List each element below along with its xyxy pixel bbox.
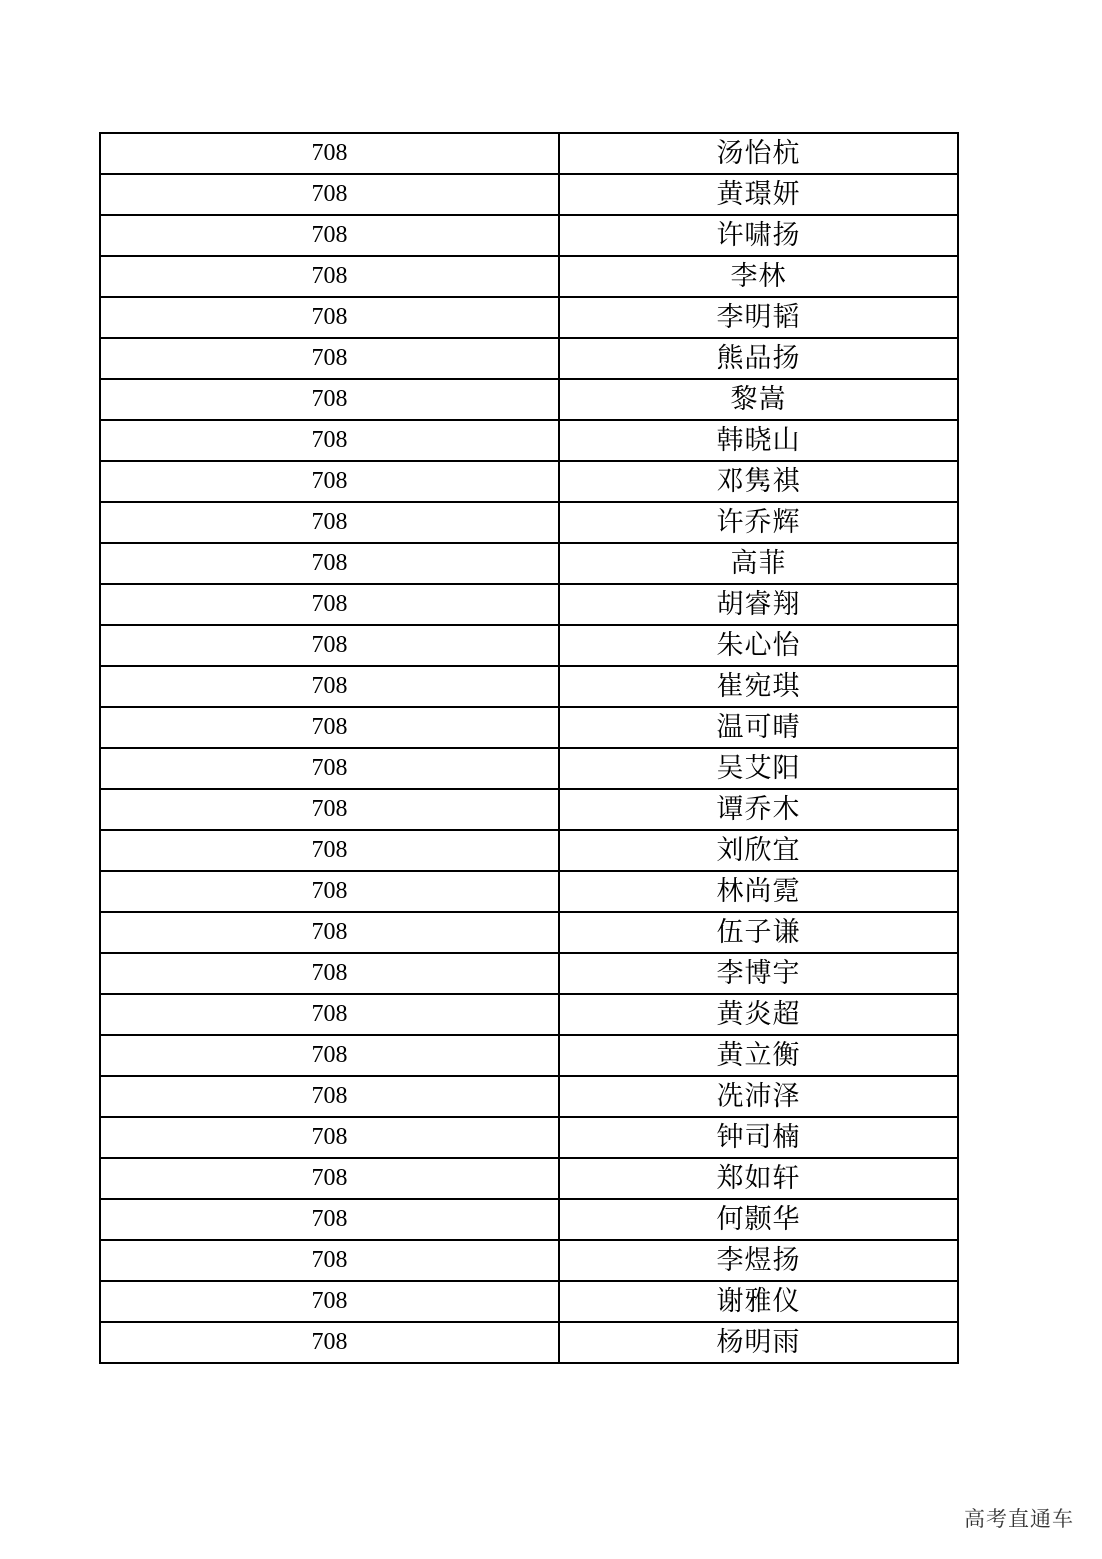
student-name-cell: 吴艾阳 [559,748,958,789]
class-number-cell: 708 [100,133,559,174]
class-number-cell: 708 [100,379,559,420]
table-row [100,461,958,502]
class-number-cell: 708 [100,953,559,994]
table-row [100,502,958,543]
student-name-cell: 何颢华 [559,1199,958,1240]
student-name-cell: 邓隽祺 [559,461,958,502]
table-row [100,174,958,215]
class-number-cell: 708 [100,666,559,707]
student-name-cell: 胡睿翔 [559,584,958,625]
table-row [100,379,958,420]
table-row [100,953,958,994]
class-number-cell: 708 [100,215,559,256]
table-row [100,830,958,871]
student-name-cell: 郑如轩 [559,1158,958,1199]
student-name-cell: 谭乔木 [559,789,958,830]
student-name-cell: 李煜扬 [559,1240,958,1281]
class-number-cell: 708 [100,297,559,338]
class-number-cell: 708 [100,1199,559,1240]
class-number-cell: 708 [100,871,559,912]
table-row [100,584,958,625]
table-row [100,912,958,953]
student-name-cell: 伍子谦 [559,912,958,953]
table-row [100,871,958,912]
student-name-cell: 熊品扬 [559,338,958,379]
roster-table [99,132,959,1364]
class-number-cell: 708 [100,1240,559,1281]
watermark-text: 高考直通车 [964,1507,1074,1531]
student-name-cell: 黄立衡 [559,1035,958,1076]
class-number-cell: 708 [100,748,559,789]
class-number-cell: 708 [100,1035,559,1076]
table-row [100,1199,958,1240]
table-row [100,543,958,584]
table-row [100,1158,958,1199]
student-name-cell: 温可晴 [559,707,958,748]
table-row [100,215,958,256]
student-name-cell: 黄璟妍 [559,174,958,215]
table-row [100,297,958,338]
class-number-cell: 708 [100,584,559,625]
class-number-cell: 708 [100,789,559,830]
student-name-cell: 林尚霓 [559,871,958,912]
student-name-cell: 黎嵩 [559,379,958,420]
table-row [100,994,958,1035]
student-name-cell: 李林 [559,256,958,297]
student-name-cell: 黄炎超 [559,994,958,1035]
roster-body [100,133,958,1363]
class-number-cell: 708 [100,707,559,748]
class-number-cell: 708 [100,1281,559,1322]
class-number-cell: 708 [100,830,559,871]
student-name-cell: 冼沛泽 [559,1076,958,1117]
class-number-cell: 708 [100,1158,559,1199]
student-name-cell: 刘欣宜 [559,830,958,871]
class-number-cell: 708 [100,543,559,584]
table-row [100,338,958,379]
table-row [100,1240,958,1281]
class-number-cell: 708 [100,912,559,953]
class-number-cell: 708 [100,502,559,543]
student-name-cell: 谢雅仪 [559,1281,958,1322]
class-number-cell: 708 [100,174,559,215]
student-name-cell: 李明韬 [559,297,958,338]
student-name-cell: 李博宇 [559,953,958,994]
student-name-cell: 高菲 [559,543,958,584]
class-number-cell: 708 [100,256,559,297]
table-row [100,1322,958,1363]
table-row [100,420,958,461]
student-name-cell: 许乔辉 [559,502,958,543]
class-number-cell: 708 [100,461,559,502]
student-name-cell: 杨明雨 [559,1322,958,1363]
student-name-cell: 许啸扬 [559,215,958,256]
class-number-cell: 708 [100,1322,559,1363]
class-number-cell: 708 [100,420,559,461]
class-number-cell: 708 [100,994,559,1035]
table-row [100,256,958,297]
class-number-cell: 708 [100,338,559,379]
table-row [100,666,958,707]
table-row [100,1076,958,1117]
student-name-cell: 汤怡杭 [559,133,958,174]
table-row [100,789,958,830]
class-number-cell: 708 [100,1117,559,1158]
student-name-cell: 钟司楠 [559,1117,958,1158]
table-row [100,1035,958,1076]
table-row [100,625,958,666]
student-name-cell: 崔宛琪 [559,666,958,707]
student-name-cell: 朱心怡 [559,625,958,666]
table-row [100,1117,958,1158]
table-row [100,707,958,748]
class-number-cell: 708 [100,625,559,666]
table-row [100,133,958,174]
student-name-cell: 韩晓山 [559,420,958,461]
table-row [100,1281,958,1322]
table-row [100,748,958,789]
class-number-cell: 708 [100,1076,559,1117]
